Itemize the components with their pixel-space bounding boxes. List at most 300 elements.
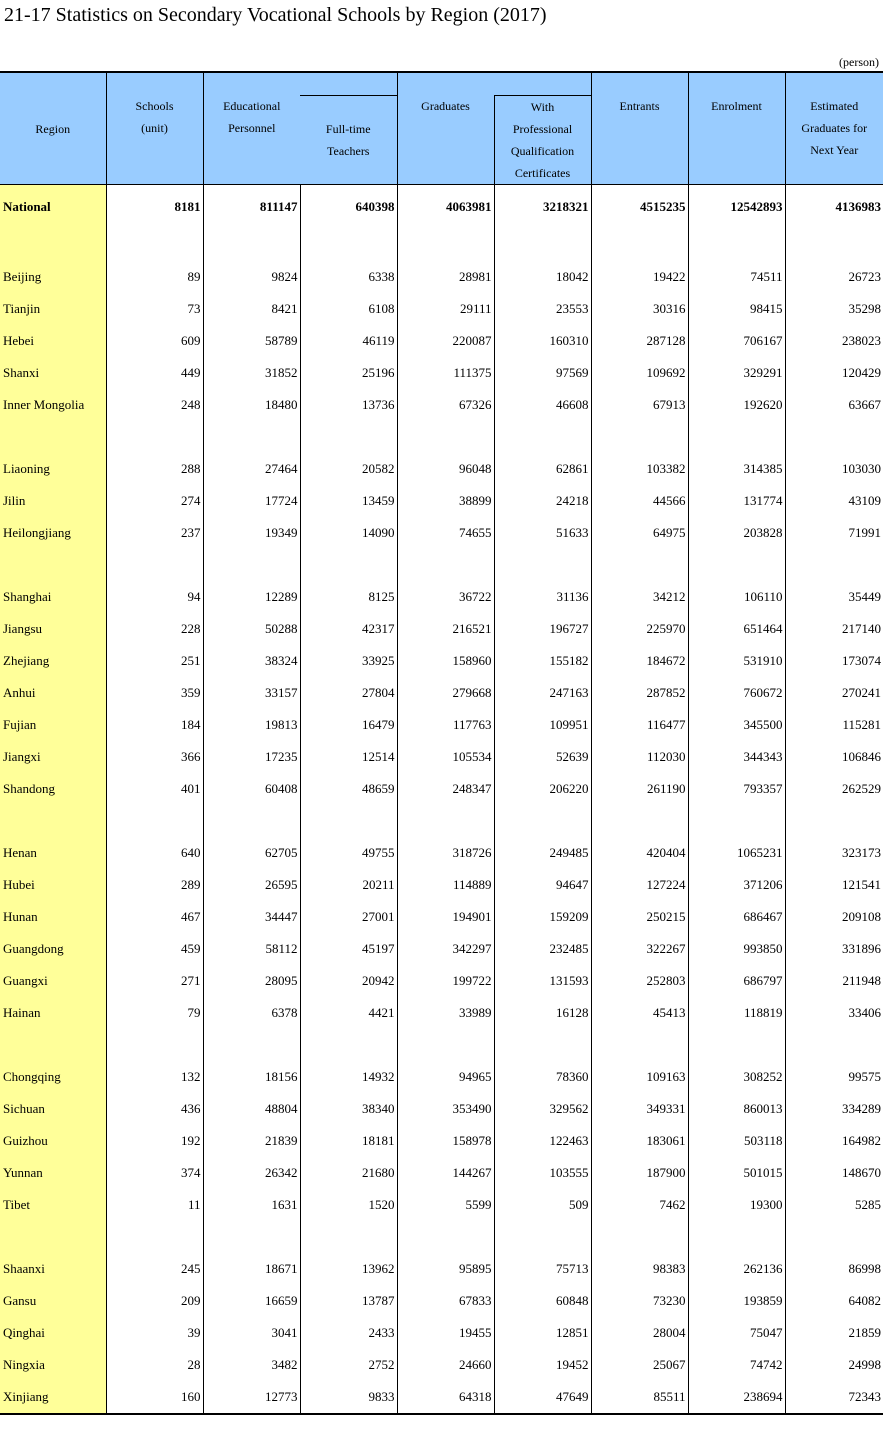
value-cell: 209108 bbox=[785, 901, 883, 933]
value-cell: 60848 bbox=[494, 1285, 591, 1317]
region-name-cell: Shaanxi bbox=[0, 1253, 106, 1285]
value-cell: 159209 bbox=[494, 901, 591, 933]
value-cell bbox=[106, 229, 203, 261]
value-cell: 12773 bbox=[203, 1381, 300, 1414]
value-cell: 449 bbox=[106, 357, 203, 389]
value-cell: 706167 bbox=[688, 325, 785, 357]
table-row bbox=[0, 453, 883, 485]
value-cell: 27464 bbox=[203, 453, 300, 485]
table-row bbox=[0, 1093, 883, 1125]
value-cell: 67913 bbox=[591, 389, 688, 421]
value-cell: 503118 bbox=[688, 1125, 785, 1157]
region-name-cell bbox=[0, 805, 106, 837]
value-cell: 344343 bbox=[688, 741, 785, 773]
value-cell: 8181 bbox=[106, 185, 203, 230]
value-cell: 609 bbox=[106, 325, 203, 357]
value-cell: 12851 bbox=[494, 1317, 591, 1349]
value-cell: 252803 bbox=[591, 965, 688, 997]
region-name-cell bbox=[0, 549, 106, 581]
value-cell: 640398 bbox=[300, 185, 397, 230]
table-row bbox=[0, 773, 883, 805]
region-name-cell: Hebei bbox=[0, 325, 106, 357]
value-cell: 6108 bbox=[300, 293, 397, 325]
value-cell: 288 bbox=[106, 453, 203, 485]
value-cell: 245 bbox=[106, 1253, 203, 1285]
value-cell: 78360 bbox=[494, 1061, 591, 1093]
table-row bbox=[0, 837, 883, 869]
value-cell: 420404 bbox=[591, 837, 688, 869]
value-cell: 1520 bbox=[300, 1189, 397, 1221]
value-cell: 531910 bbox=[688, 645, 785, 677]
value-cell: 21680 bbox=[300, 1157, 397, 1189]
value-cell: 117763 bbox=[397, 709, 494, 741]
value-cell: 248347 bbox=[397, 773, 494, 805]
value-cell: 75047 bbox=[688, 1317, 785, 1349]
value-cell: 216521 bbox=[397, 613, 494, 645]
value-cell: 184672 bbox=[591, 645, 688, 677]
value-cell: 192620 bbox=[688, 389, 785, 421]
value-cell: 48659 bbox=[300, 773, 397, 805]
value-cell: 33406 bbox=[785, 997, 883, 1029]
value-cell: 760672 bbox=[688, 677, 785, 709]
table-row bbox=[0, 1349, 883, 1381]
value-cell: 158978 bbox=[397, 1125, 494, 1157]
region-name-cell: Hunan bbox=[0, 901, 106, 933]
value-cell: 12289 bbox=[203, 581, 300, 613]
table-row bbox=[0, 997, 883, 1029]
value-cell: 274 bbox=[106, 485, 203, 517]
value-cell: 993850 bbox=[688, 933, 785, 965]
value-cell: 329291 bbox=[688, 357, 785, 389]
table-row bbox=[0, 677, 883, 709]
value-cell: 250215 bbox=[591, 901, 688, 933]
value-cell: 793357 bbox=[688, 773, 785, 805]
value-cell: 17235 bbox=[203, 741, 300, 773]
value-cell: 44566 bbox=[591, 485, 688, 517]
value-cell bbox=[300, 1029, 397, 1061]
value-cell: 209 bbox=[106, 1285, 203, 1317]
value-cell: 308252 bbox=[688, 1061, 785, 1093]
value-cell: 11 bbox=[106, 1189, 203, 1221]
value-cell: 27804 bbox=[300, 677, 397, 709]
value-cell bbox=[494, 549, 591, 581]
value-cell: 19452 bbox=[494, 1349, 591, 1381]
value-cell: 249485 bbox=[494, 837, 591, 869]
region-name-cell: Xinjiang bbox=[0, 1381, 106, 1414]
value-cell: 155182 bbox=[494, 645, 591, 677]
table-row bbox=[0, 741, 883, 773]
value-cell bbox=[688, 1221, 785, 1253]
value-cell: 158960 bbox=[397, 645, 494, 677]
value-cell: 103030 bbox=[785, 453, 883, 485]
table-row bbox=[0, 325, 883, 357]
value-cell: 62705 bbox=[203, 837, 300, 869]
value-cell: 13962 bbox=[300, 1253, 397, 1285]
value-cell: 232485 bbox=[494, 933, 591, 965]
value-cell: 63667 bbox=[785, 389, 883, 421]
spacer-row bbox=[0, 1221, 883, 1253]
value-cell: 686797 bbox=[688, 965, 785, 997]
value-cell bbox=[203, 549, 300, 581]
value-cell: 238694 bbox=[688, 1381, 785, 1414]
value-cell: 35449 bbox=[785, 581, 883, 613]
table-row bbox=[0, 261, 883, 293]
value-cell: 262136 bbox=[688, 1253, 785, 1285]
value-cell bbox=[494, 421, 591, 453]
spacer-row bbox=[0, 549, 883, 581]
unit-label: (person) bbox=[839, 55, 879, 69]
table-row bbox=[0, 1061, 883, 1093]
value-cell: 34212 bbox=[591, 581, 688, 613]
region-name-cell: Inner Mongolia bbox=[0, 389, 106, 421]
value-cell: 199722 bbox=[397, 965, 494, 997]
value-cell: 13787 bbox=[300, 1285, 397, 1317]
value-cell: 13459 bbox=[300, 485, 397, 517]
value-cell: 271 bbox=[106, 965, 203, 997]
value-cell bbox=[300, 421, 397, 453]
value-cell: 436 bbox=[106, 1093, 203, 1125]
value-cell: 26723 bbox=[785, 261, 883, 293]
value-cell: 47649 bbox=[494, 1381, 591, 1414]
value-cell: 58112 bbox=[203, 933, 300, 965]
value-cell: 21859 bbox=[785, 1317, 883, 1349]
value-cell: 67326 bbox=[397, 389, 494, 421]
table-row bbox=[0, 517, 883, 549]
value-cell: 20211 bbox=[300, 869, 397, 901]
value-cell: 342297 bbox=[397, 933, 494, 965]
value-cell: 238023 bbox=[785, 325, 883, 357]
value-cell: 73230 bbox=[591, 1285, 688, 1317]
value-cell: 38324 bbox=[203, 645, 300, 677]
region-name-cell: Jilin bbox=[0, 485, 106, 517]
table-row bbox=[0, 357, 883, 389]
value-cell bbox=[785, 1221, 883, 1253]
value-cell: 20582 bbox=[300, 453, 397, 485]
value-cell: 13736 bbox=[300, 389, 397, 421]
value-cell: 6338 bbox=[300, 261, 397, 293]
value-cell: 112030 bbox=[591, 741, 688, 773]
value-cell: 25196 bbox=[300, 357, 397, 389]
header-fulltime-teachers: Full-time Teachers bbox=[300, 96, 397, 185]
table-body bbox=[0, 185, 883, 1415]
value-cell bbox=[591, 1029, 688, 1061]
value-cell: 353490 bbox=[397, 1093, 494, 1125]
value-cell bbox=[397, 1221, 494, 1253]
value-cell bbox=[591, 421, 688, 453]
header-qualification-certificates: With Professional Qualification Certificates bbox=[494, 96, 591, 185]
value-cell bbox=[494, 1029, 591, 1061]
value-cell: 28 bbox=[106, 1349, 203, 1381]
value-cell: 509 bbox=[494, 1189, 591, 1221]
region-name-cell: Ningxia bbox=[0, 1349, 106, 1381]
value-cell: 184 bbox=[106, 709, 203, 741]
value-cell bbox=[591, 1221, 688, 1253]
value-cell bbox=[688, 421, 785, 453]
value-cell: 1065231 bbox=[688, 837, 785, 869]
value-cell: 46608 bbox=[494, 389, 591, 421]
value-cell: 211948 bbox=[785, 965, 883, 997]
value-cell: 374 bbox=[106, 1157, 203, 1189]
value-cell: 33157 bbox=[203, 677, 300, 709]
region-name-cell: Fujian bbox=[0, 709, 106, 741]
table-row bbox=[0, 613, 883, 645]
header-entrants: Entrants bbox=[591, 72, 688, 185]
value-cell: 811147 bbox=[203, 185, 300, 230]
value-cell: 35298 bbox=[785, 293, 883, 325]
header-graduates-spacer bbox=[494, 72, 591, 96]
value-cell: 501015 bbox=[688, 1157, 785, 1189]
header-estimated-graduates: Estimated Graduates for Next Year bbox=[785, 72, 883, 185]
value-cell: 329562 bbox=[494, 1093, 591, 1125]
region-name-cell: Beijing bbox=[0, 261, 106, 293]
value-cell: 31852 bbox=[203, 357, 300, 389]
value-cell bbox=[591, 805, 688, 837]
value-cell: 94647 bbox=[494, 869, 591, 901]
value-cell: 279668 bbox=[397, 677, 494, 709]
value-cell: 127224 bbox=[591, 869, 688, 901]
value-cell: 43109 bbox=[785, 485, 883, 517]
value-cell bbox=[397, 549, 494, 581]
value-cell: 28095 bbox=[203, 965, 300, 997]
value-cell: 19300 bbox=[688, 1189, 785, 1221]
value-cell: 287128 bbox=[591, 325, 688, 357]
value-cell: 7462 bbox=[591, 1189, 688, 1221]
value-cell: 86998 bbox=[785, 1253, 883, 1285]
value-cell: 122463 bbox=[494, 1125, 591, 1157]
value-cell bbox=[106, 805, 203, 837]
value-cell: 9833 bbox=[300, 1381, 397, 1414]
region-name-cell: Sichuan bbox=[0, 1093, 106, 1125]
table-row bbox=[0, 581, 883, 613]
region-name-cell: Tibet bbox=[0, 1189, 106, 1221]
value-cell bbox=[494, 805, 591, 837]
table-row bbox=[0, 645, 883, 677]
value-cell: 38899 bbox=[397, 485, 494, 517]
value-cell: 118819 bbox=[688, 997, 785, 1029]
region-name-cell: Shanxi bbox=[0, 357, 106, 389]
value-cell bbox=[300, 229, 397, 261]
header-educational-personnel: Educational Personnel bbox=[203, 72, 300, 185]
value-cell: 103555 bbox=[494, 1157, 591, 1189]
value-cell: 251 bbox=[106, 645, 203, 677]
value-cell: 1631 bbox=[203, 1189, 300, 1221]
value-cell: 16128 bbox=[494, 997, 591, 1029]
spacer-row bbox=[0, 1029, 883, 1061]
value-cell: 4063981 bbox=[397, 185, 494, 230]
value-cell: 203828 bbox=[688, 517, 785, 549]
value-cell: 30316 bbox=[591, 293, 688, 325]
value-cell: 160310 bbox=[494, 325, 591, 357]
value-cell: 38340 bbox=[300, 1093, 397, 1125]
header-graduates: Graduates bbox=[397, 72, 494, 185]
value-cell: 651464 bbox=[688, 613, 785, 645]
value-cell: 109692 bbox=[591, 357, 688, 389]
value-cell bbox=[785, 805, 883, 837]
value-cell: 289 bbox=[106, 869, 203, 901]
value-cell: 314385 bbox=[688, 453, 785, 485]
region-name-cell: Anhui bbox=[0, 677, 106, 709]
value-cell bbox=[203, 421, 300, 453]
region-name-cell: Zhejiang bbox=[0, 645, 106, 677]
value-cell: 96048 bbox=[397, 453, 494, 485]
value-cell bbox=[688, 549, 785, 581]
value-cell: 109163 bbox=[591, 1061, 688, 1093]
value-cell: 3041 bbox=[203, 1317, 300, 1349]
value-cell: 9824 bbox=[203, 261, 300, 293]
value-cell: 20942 bbox=[300, 965, 397, 997]
value-cell: 12514 bbox=[300, 741, 397, 773]
value-cell: 2433 bbox=[300, 1317, 397, 1349]
value-cell: 132 bbox=[106, 1061, 203, 1093]
value-cell: 74742 bbox=[688, 1349, 785, 1381]
table-row bbox=[0, 933, 883, 965]
value-cell: 164982 bbox=[785, 1125, 883, 1157]
value-cell: 94965 bbox=[397, 1061, 494, 1093]
value-cell: 262529 bbox=[785, 773, 883, 805]
header-personnel-spacer bbox=[300, 72, 397, 96]
value-cell: 24218 bbox=[494, 485, 591, 517]
value-cell: 261190 bbox=[591, 773, 688, 805]
value-cell: 18671 bbox=[203, 1253, 300, 1285]
value-cell bbox=[203, 1029, 300, 1061]
value-cell: 148670 bbox=[785, 1157, 883, 1189]
region-name-cell: Liaoning bbox=[0, 453, 106, 485]
value-cell bbox=[591, 229, 688, 261]
table-row bbox=[0, 901, 883, 933]
value-cell: 19349 bbox=[203, 517, 300, 549]
value-cell: 51633 bbox=[494, 517, 591, 549]
value-cell: 131774 bbox=[688, 485, 785, 517]
value-cell: 237 bbox=[106, 517, 203, 549]
value-cell bbox=[785, 549, 883, 581]
value-cell: 52639 bbox=[494, 741, 591, 773]
value-cell: 99575 bbox=[785, 1061, 883, 1093]
value-cell: 318726 bbox=[397, 837, 494, 869]
value-cell: 50288 bbox=[203, 613, 300, 645]
value-cell: 3218321 bbox=[494, 185, 591, 230]
table-title: 21-17 Statistics on Secondary Vocational Schools by Region (2017) bbox=[4, 4, 547, 26]
value-cell: 28981 bbox=[397, 261, 494, 293]
region-name-cell: National bbox=[0, 185, 106, 230]
value-cell: 323173 bbox=[785, 837, 883, 869]
value-cell: 106846 bbox=[785, 741, 883, 773]
value-cell bbox=[203, 1221, 300, 1253]
value-cell: 3482 bbox=[203, 1349, 300, 1381]
value-cell: 31136 bbox=[494, 581, 591, 613]
value-cell: 640 bbox=[106, 837, 203, 869]
value-cell: 192 bbox=[106, 1125, 203, 1157]
value-cell: 111375 bbox=[397, 357, 494, 389]
region-name-cell: Guangdong bbox=[0, 933, 106, 965]
region-name-cell: Jiangsu bbox=[0, 613, 106, 645]
region-name-cell: Shandong bbox=[0, 773, 106, 805]
value-cell: 98383 bbox=[591, 1253, 688, 1285]
value-cell: 97569 bbox=[494, 357, 591, 389]
value-cell: 160 bbox=[106, 1381, 203, 1414]
value-cell: 2752 bbox=[300, 1349, 397, 1381]
value-cell: 196727 bbox=[494, 613, 591, 645]
header-enrolment: Enrolment bbox=[688, 72, 785, 185]
value-cell: 74511 bbox=[688, 261, 785, 293]
value-cell: 228 bbox=[106, 613, 203, 645]
value-cell: 79 bbox=[106, 997, 203, 1029]
national-row bbox=[0, 185, 883, 230]
value-cell bbox=[300, 805, 397, 837]
value-cell: 24660 bbox=[397, 1349, 494, 1381]
table-row bbox=[0, 389, 883, 421]
value-cell: 23553 bbox=[494, 293, 591, 325]
value-cell: 114889 bbox=[397, 869, 494, 901]
value-cell: 67833 bbox=[397, 1285, 494, 1317]
header-schools: Schools (unit) bbox=[106, 72, 203, 185]
value-cell: 49755 bbox=[300, 837, 397, 869]
region-name-cell bbox=[0, 229, 106, 261]
value-cell: 459 bbox=[106, 933, 203, 965]
region-name-cell: Yunnan bbox=[0, 1157, 106, 1189]
table-row bbox=[0, 1157, 883, 1189]
value-cell: 322267 bbox=[591, 933, 688, 965]
value-cell: 359 bbox=[106, 677, 203, 709]
value-cell: 73 bbox=[106, 293, 203, 325]
table-row bbox=[0, 1253, 883, 1285]
value-cell: 106110 bbox=[688, 581, 785, 613]
value-cell: 4421 bbox=[300, 997, 397, 1029]
value-cell bbox=[688, 1029, 785, 1061]
region-name-cell: Henan bbox=[0, 837, 106, 869]
value-cell: 64318 bbox=[397, 1381, 494, 1414]
value-cell: 14090 bbox=[300, 517, 397, 549]
value-cell: 89 bbox=[106, 261, 203, 293]
value-cell: 58789 bbox=[203, 325, 300, 357]
value-cell bbox=[397, 421, 494, 453]
value-cell: 12542893 bbox=[688, 185, 785, 230]
spacer-row bbox=[0, 421, 883, 453]
value-cell: 71991 bbox=[785, 517, 883, 549]
value-cell: 467 bbox=[106, 901, 203, 933]
value-cell bbox=[397, 229, 494, 261]
region-name-cell: Guizhou bbox=[0, 1125, 106, 1157]
table-row bbox=[0, 1189, 883, 1221]
spacer-row bbox=[0, 229, 883, 261]
value-cell: 345500 bbox=[688, 709, 785, 741]
value-cell: 183061 bbox=[591, 1125, 688, 1157]
value-cell: 26342 bbox=[203, 1157, 300, 1189]
value-cell bbox=[300, 1221, 397, 1253]
value-cell: 248 bbox=[106, 389, 203, 421]
value-cell: 193859 bbox=[688, 1285, 785, 1317]
value-cell: 85511 bbox=[591, 1381, 688, 1414]
value-cell: 187900 bbox=[591, 1157, 688, 1189]
value-cell: 94 bbox=[106, 581, 203, 613]
value-cell: 34447 bbox=[203, 901, 300, 933]
value-cell: 105534 bbox=[397, 741, 494, 773]
value-cell: 120429 bbox=[785, 357, 883, 389]
region-name-cell: Hubei bbox=[0, 869, 106, 901]
value-cell: 18042 bbox=[494, 261, 591, 293]
region-name-cell: Gansu bbox=[0, 1285, 106, 1317]
value-cell: 48804 bbox=[203, 1093, 300, 1125]
value-cell bbox=[106, 549, 203, 581]
value-cell: 121541 bbox=[785, 869, 883, 901]
value-cell: 8421 bbox=[203, 293, 300, 325]
value-cell: 686467 bbox=[688, 901, 785, 933]
value-cell: 24998 bbox=[785, 1349, 883, 1381]
value-cell: 194901 bbox=[397, 901, 494, 933]
value-cell: 46119 bbox=[300, 325, 397, 357]
value-cell: 287852 bbox=[591, 677, 688, 709]
value-cell bbox=[785, 421, 883, 453]
value-cell bbox=[106, 1221, 203, 1253]
